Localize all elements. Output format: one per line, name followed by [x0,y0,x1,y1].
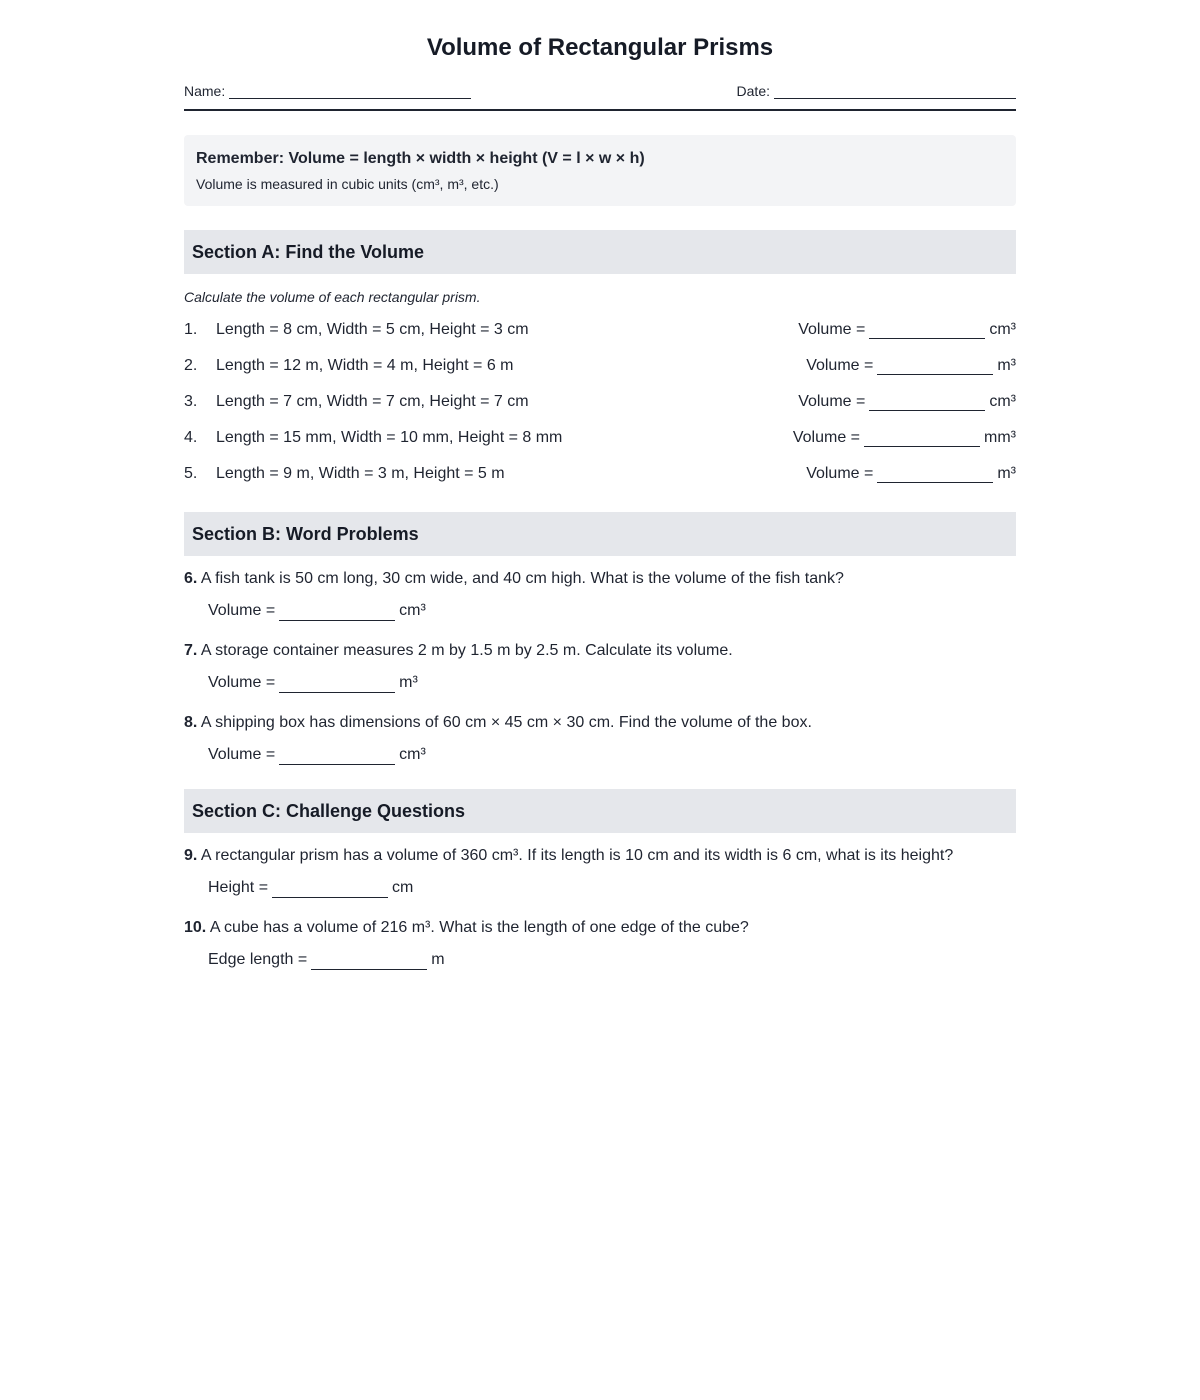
problem-number: 5. [184,465,198,482]
name-label: Name: [184,83,226,99]
problem-text: A shipping box has dimensions of 60 cm × 45 cm × 30 cm. Find the volume of the box. [200,714,812,731]
problem-9 [184,846,1016,898]
problem-number: 8. [184,714,198,731]
answer-blank[interactable] [279,604,395,621]
problem-text: Length = 15 mm, Width = 10 mm, Height = 8 mm [216,429,563,446]
problem-8 [184,713,1016,765]
formula-text: Remember: Volume = length × width × height (V = l × w × h) [196,150,645,167]
answer-blank[interactable] [864,430,980,447]
section-c-heading: Section C: Challenge Questions [184,789,1016,833]
answer-unit: cm³ [989,393,1016,410]
name-field-group [184,83,471,99]
problem-5 [184,456,1016,492]
problem-text: A rectangular prism has a volume of 360 cm³. If its length is 10 cm and its width is 6 cm, what is its height? [200,847,954,864]
problem-number: 6. [184,570,198,587]
date-field-group [737,83,1016,99]
answer-blank[interactable] [877,358,993,375]
problem-text: Length = 9 m, Width = 3 m, Height = 5 m [216,465,505,482]
answer-unit: cm³ [399,602,426,619]
problem-number: 7. [184,642,198,659]
answer-unit: mm³ [984,429,1016,446]
answer-label: Volume = [798,393,866,410]
answer-blank[interactable] [272,881,388,898]
answer-label: Height = [208,879,269,896]
problem-4 [184,420,1016,456]
section-a-list [184,312,1016,492]
answer-blank[interactable] [311,953,427,970]
section-b-heading: Section B: Word Problems [184,512,1016,556]
answer-unit: cm³ [399,746,426,763]
answer-label: Volume = [798,321,866,338]
problem-number: 1. [184,321,198,338]
answer-label: Volume = [806,465,874,482]
answer-unit: m [431,951,445,968]
name-field[interactable] [229,84,471,99]
problem-text: Length = 12 m, Width = 4 m, Height = 6 m [216,357,514,374]
date-field[interactable] [774,84,1016,99]
answer-unit: cm³ [989,321,1016,338]
problem-2 [184,348,1016,384]
problem-7 [184,641,1016,693]
section-a-instructions: Calculate the volume of each rectangular prism. [184,289,481,305]
answer-label: Volume = [806,357,874,374]
formula-reminder-box [184,135,1016,206]
answer-blank[interactable] [279,748,395,765]
section-a-heading: Section A: Find the Volume [184,230,1016,274]
problem-3 [184,384,1016,420]
student-info-row [184,83,1016,111]
date-label: Date: [736,83,770,99]
problem-1 [184,312,1016,348]
page-title: Volume of Rectangular Prisms [426,34,774,61]
answer-label: Edge length = [208,951,308,968]
answer-unit: m³ [997,357,1016,374]
answer-label: Volume = [792,429,861,446]
answer-blank[interactable] [869,394,985,411]
problem-number: 10. [184,919,207,936]
answer-unit: cm [392,879,414,896]
problem-text: Length = 8 cm, Width = 5 cm, Height = 3 cm [216,321,529,338]
worksheet [184,0,1016,970]
problem-number: 9. [184,847,198,864]
problem-6 [184,569,1016,621]
units-note: Volume is measured in cubic units (cm³, m³, etc.) [196,176,499,192]
problem-text: Length = 7 cm, Width = 7 cm, Height = 7 cm [216,393,529,410]
problem-number: 4. [184,429,198,446]
problem-text: A storage container measures 2 m by 1.5 m by 2.5 m. Calculate its volume. [200,642,733,659]
problem-10 [184,918,1016,970]
problem-number: 3. [184,393,198,410]
answer-blank[interactable] [877,466,993,483]
problem-text: A cube has a volume of 216 m³. What is the length of one edge of the cube? [209,919,749,936]
answer-label: Volume = [208,602,276,619]
problem-text: A fish tank is 50 cm long, 30 cm wide, and 40 cm high. What is the volume of the fish tank? [200,570,844,587]
answer-label: Volume = [208,674,276,691]
answer-blank[interactable] [279,676,395,693]
problem-number: 2. [184,357,198,374]
answer-unit: m³ [399,674,418,691]
answer-blank[interactable] [869,322,985,339]
answer-label: Volume = [208,746,276,763]
answer-unit: m³ [997,465,1016,482]
